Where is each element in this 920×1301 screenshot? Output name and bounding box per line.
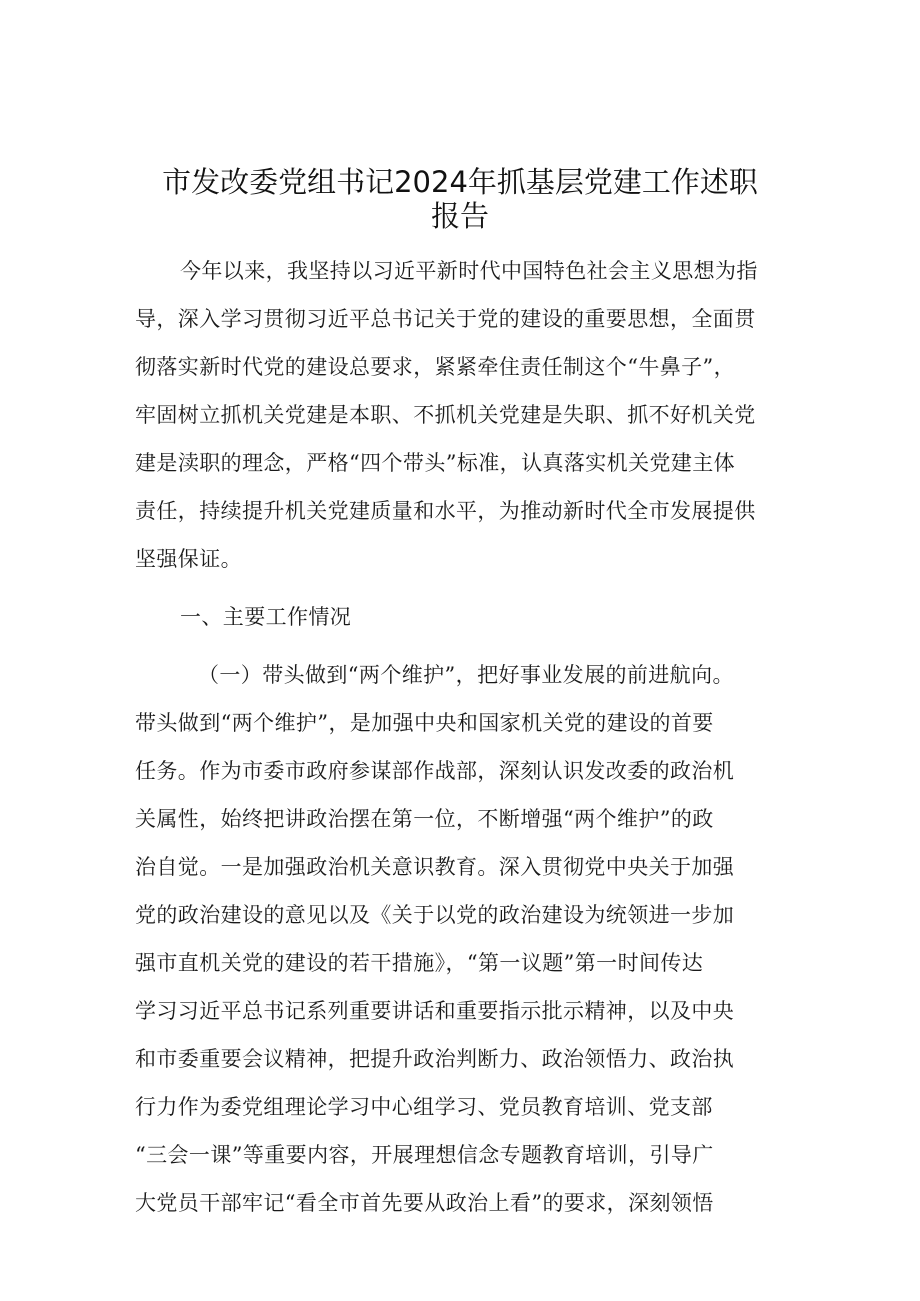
- paragraph-line: 牢固树立抓机关党建是本职、不抓机关党建是失职、抓不好机关党: [135, 403, 756, 427]
- report-title-line-2: 报告: [430, 199, 489, 233]
- paragraph-line: “三会一课”等重要内容，开展理想信念专题教育培训，引导广: [135, 1143, 714, 1167]
- report-title-line-1: 市发改委党组书记2024年抓基层党建工作述职: [162, 165, 758, 199]
- paragraph-line: 和市委重要会议精神，把提升政治判断力、政治领悟力、政治执: [135, 1047, 735, 1071]
- paragraph-line: 建是渎职的理念，严格“四个带头”标准，认真落实机关党建主体: [135, 451, 736, 475]
- paragraph-line: 学习习近平总书记系列重要讲话和重要指示批示精神，以及中央: [135, 999, 735, 1023]
- paragraph-line: 坚强保证。: [135, 547, 242, 571]
- paragraph-line: 带头做到“两个维护”，是加强中央和国家机关党的建设的首要: [135, 711, 714, 735]
- paragraph-line: 治自觉。一是加强政治机关意识教育。深入贯彻党中央关于加强: [135, 855, 735, 879]
- paragraph-line: 大党员干部牢记“看全市首先要从政治上看”的要求，深刻领悟: [135, 1191, 714, 1215]
- paragraph-line: 彻落实新时代党的建设总要求，紧紧牵住责任制这个“牛鼻子”，: [135, 355, 736, 379]
- paragraph-line: 责任，持续提升机关党建质量和水平，为推动新时代全市发展提供: [135, 499, 756, 523]
- paragraph-line: 行力作为委党组理论学习中心组学习、党员教育培训、党支部: [135, 1095, 713, 1119]
- paragraph-line: 关属性，始终把讲政治摆在第一位，不断增强“两个维护”的政: [135, 807, 714, 831]
- paragraph-line: 今年以来，我坚持以习近平新时代中国特色社会主义思想为指: [180, 259, 758, 283]
- paragraph-line: 任务。作为市委市政府参谋部作战部，深刻认识发改委的政治机: [135, 759, 735, 783]
- section-heading: 一、主要工作情况: [180, 605, 352, 629]
- paragraph-line: 导，深入学习贯彻习近平总书记关于党的建设的重要思想，全面贯: [135, 307, 756, 331]
- subsection-heading: （一）带头做到“两个维护”，把好事业发展的前进航向。: [198, 663, 734, 687]
- paragraph-line: 党的政治建设的意见以及《关于以党的政治建设为统领进一步加: [135, 903, 735, 927]
- paragraph-line: 强市直机关党的建设的若干措施》，“第一议题”第一时间传达: [135, 951, 704, 975]
